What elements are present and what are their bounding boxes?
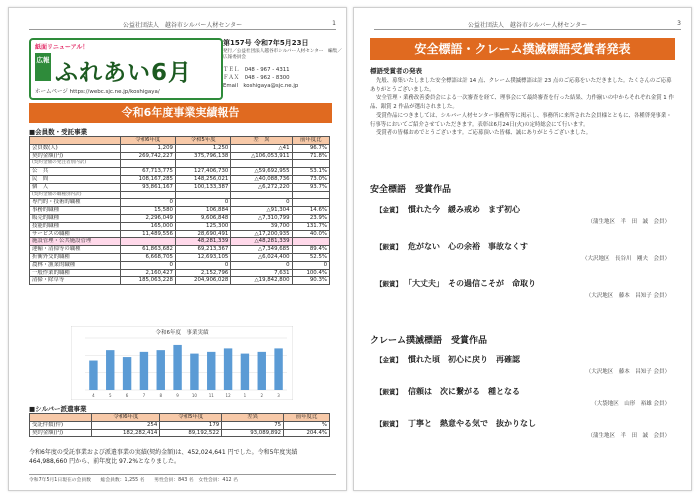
- page-number: 1: [332, 20, 336, 27]
- table-cell: 148,256,021: [175, 175, 230, 183]
- safety-section-title: 安全標語 受賞作品: [370, 185, 452, 195]
- award-author: （大袋地区 山形 裕雄 会員）: [591, 401, 670, 407]
- table-row: [30, 222, 330, 230]
- x-tick-label: 10: [191, 393, 197, 398]
- table-row: [30, 429, 330, 437]
- table-cell: [292, 199, 329, 207]
- award-author: （大沢地区 藤本 昌知子 会員）: [585, 369, 670, 375]
- award-slogan: 危がない 心の余裕 事故なくす: [408, 242, 528, 251]
- claim-section-title: クレーム撲滅標語 受賞作品: [370, 336, 488, 346]
- table-cell: 108,167,285: [120, 175, 175, 183]
- claim-award: [376, 386, 676, 407]
- chart-bar: [157, 350, 165, 390]
- table-cell: [292, 238, 329, 246]
- row-label: 受託件数(件): [30, 421, 92, 429]
- table-cell: 106,884: [175, 207, 230, 215]
- column-header: 令和5年度: [175, 137, 230, 145]
- table-cell: 0: [120, 261, 175, 269]
- fax: ＦＡＸ 048 - 962 - 8300: [223, 75, 290, 81]
- x-tick-label: 9: [176, 393, 179, 398]
- body-paragraph: 安全管理・業務改善委員会による一次審査を経て、理事会にて最終審査を行った結果、力作揃いの中からそれぞれ金賞 1 作品、銀賞 2 作品が選出されました。: [370, 95, 674, 111]
- table-row: [30, 277, 330, 285]
- table-cell: △59,692,955: [231, 168, 292, 176]
- x-tick-label: 12: [225, 393, 231, 398]
- award-tag: 【銀賞】: [376, 388, 402, 396]
- page-header: [29, 20, 336, 30]
- table-row: [30, 230, 330, 238]
- email: Email koshigaya@sjc.ne.jp: [223, 83, 299, 89]
- row-label: 会員数(人): [30, 144, 121, 152]
- table-cell: 14.6%: [292, 207, 329, 215]
- table-cell: 89,192,522: [160, 429, 222, 437]
- award-tag: 【金賞】: [376, 206, 402, 214]
- closing-paragraph: 令和6年度の受託事業および派遣事業の実績(契約金額)は、452,024,641 円でした。令和5年度実績 464,988,660 円から、前年度比 97.2%となりました。: [29, 449, 298, 465]
- row-label: 運輸・清掃等の職種: [30, 246, 121, 254]
- row-label: 施設管理・公共施設管理: [30, 238, 121, 246]
- table-cell: 0: [175, 261, 230, 269]
- table-cell: 69,213,367: [175, 246, 230, 254]
- row-label: 技能的職種: [30, 222, 121, 230]
- header-org: 公益社団法人 越谷市シルバー人材センター: [122, 22, 243, 29]
- row-label: (契約金額の発注者別内訳): [30, 160, 121, 168]
- table-row: [30, 261, 330, 269]
- column-header: [30, 137, 121, 145]
- table-row: [30, 253, 330, 261]
- table-row: [30, 168, 330, 176]
- section-members-title: ■会員数・受託事業: [29, 128, 88, 136]
- x-tick-label: 2: [260, 393, 264, 398]
- column-header: 前年度比: [284, 414, 330, 422]
- row-label: 一般作業的職種: [30, 269, 121, 277]
- kouhou-label: 広報: [35, 53, 51, 81]
- award-tag: 【銀賞】: [376, 420, 402, 428]
- chart-bar: [190, 354, 198, 390]
- row-label: 契約金額(円): [30, 429, 92, 437]
- column-header: 令和6年度: [120, 137, 175, 145]
- table-cell: 100,133,387: [175, 183, 230, 191]
- table-cell: 131.7%: [292, 222, 329, 230]
- x-tick-label: 7: [142, 393, 146, 398]
- column-header: 令和6年度: [92, 414, 160, 422]
- table-row: [30, 199, 330, 207]
- column-header: 差異: [222, 414, 284, 422]
- table-cell: 11,489,556: [120, 230, 175, 238]
- chart-bar: [207, 352, 215, 390]
- award-slogan: 丁寧と 熱意やる気で 抜かりなし: [408, 419, 536, 428]
- chart-title: 令和6年度 事業実績: [155, 330, 209, 336]
- row-label: サービスの職種: [30, 230, 121, 238]
- table-cell: 71.8%: [292, 152, 329, 160]
- chart-bar: [274, 348, 282, 390]
- award-author: （蒲生地区 半 田 誠 会員）: [587, 433, 670, 439]
- table-cell: %: [284, 421, 330, 429]
- table-cell: 0: [120, 199, 175, 207]
- table-cell: △106,053,911: [231, 152, 292, 160]
- table-cell: 0: [292, 261, 329, 269]
- table-cell: [175, 191, 230, 199]
- table-cell: 75: [222, 421, 284, 429]
- award-slogan: 信頼は 次に繋がる 種となる: [408, 387, 520, 396]
- award-slogan: 慣れた今 緩み戒め まず初心: [408, 205, 520, 214]
- table-row: [30, 144, 330, 152]
- claim-award: [376, 354, 676, 375]
- table-cell: 7,631: [231, 269, 292, 277]
- x-tick-label: 5: [108, 393, 112, 398]
- table-cell: △19,842,800: [231, 277, 292, 285]
- table-row: [30, 421, 330, 429]
- table-cell: 165,000: [120, 222, 175, 230]
- table-row: [30, 152, 330, 160]
- table-cell: [120, 238, 175, 246]
- table-cell: 0: [175, 199, 230, 207]
- x-tick-label: 4: [92, 393, 95, 398]
- table-cell: 0: [231, 199, 292, 207]
- chart-area: [71, 326, 293, 400]
- table-cell: [292, 160, 329, 168]
- table-cell: △40,088,736: [231, 175, 292, 183]
- chart-bar: [89, 361, 97, 390]
- bar-chart: [71, 326, 293, 400]
- table-cell: [231, 160, 292, 168]
- row-label: 折衝外交的職種: [30, 253, 121, 261]
- table-cell: 182,282,414: [92, 429, 160, 437]
- row-label: 販売的職種: [30, 214, 121, 222]
- report-title-banner: 令和6年度事業実績報告: [29, 103, 332, 123]
- table-cell: 185,063,228: [120, 277, 175, 285]
- row-label: 事務的職種: [30, 207, 121, 215]
- table-cell: [175, 160, 230, 168]
- table-cell: 61,863,682: [120, 246, 175, 254]
- dispatch-table: [29, 413, 330, 437]
- row-label: 公 共: [30, 168, 121, 176]
- table-cell: 9,606,848: [175, 214, 230, 222]
- issue-number: 第157号 令和7年5月23日: [223, 39, 309, 47]
- table-cell: 39,700: [231, 222, 292, 230]
- table-cell: 52.5%: [292, 253, 329, 261]
- page-number: 3: [677, 20, 681, 27]
- table-row: [30, 238, 330, 246]
- homepage-url: ホームページ https://webc.sjc.ne.jp/koshigaya/: [35, 89, 160, 95]
- table-cell: 15,580: [120, 207, 175, 215]
- column-header: 前年度比: [292, 137, 329, 145]
- table-cell: 204.4%: [284, 429, 330, 437]
- award-tag: 【銀賞】: [376, 243, 402, 251]
- table-cell: 6,668,705: [120, 253, 175, 261]
- table-cell: 23.9%: [292, 214, 329, 222]
- table-cell: 2,152,796: [175, 269, 230, 277]
- chart-bar: [140, 352, 148, 390]
- page-header: [374, 20, 681, 30]
- row-label: 清掃・除草等: [30, 277, 121, 285]
- row-label: 契約金額(円): [30, 152, 121, 160]
- table-cell: △17,200,935: [231, 230, 292, 238]
- table-cell: △91,304: [231, 207, 292, 215]
- award-author: （大沢地区 藤本 昌知子 会員）: [585, 293, 670, 299]
- award-slogan: 慣れた頃 初心に戻り 再確認: [408, 355, 520, 364]
- chart-bar: [123, 357, 131, 390]
- table-cell: [292, 191, 329, 199]
- row-label: (契約金額の職種別内訳): [30, 191, 121, 199]
- chart-bar: [106, 350, 114, 390]
- row-label: 個 人: [30, 183, 121, 191]
- award-author: （大沢地区 長谷川 剛夫 会員）: [581, 256, 670, 262]
- award-slogan: 「大丈夫」 その過信こそが 命取り: [408, 279, 536, 288]
- award-tag: 【銀賞】: [376, 280, 402, 288]
- table-row: [30, 160, 330, 168]
- tel: ＴＥＬ 048 - 967 - 4311: [223, 67, 290, 73]
- table-cell: [120, 191, 175, 199]
- table-row: [30, 175, 330, 183]
- newsletter-page-1: [8, 7, 347, 491]
- table-cell: 125,300: [175, 222, 230, 230]
- table-cell: 48,281,339: [175, 238, 230, 246]
- x-tick-label: 1: [243, 393, 247, 398]
- table-cell: 0: [231, 261, 292, 269]
- newsletter-page-3: [353, 7, 692, 491]
- safety-award: [376, 241, 676, 262]
- award-tag: 【金賞】: [376, 356, 402, 364]
- body-paragraph: 受賞者の皆様おめでとうございます。ご応募頂いた皆様、誠にありがとうございました。: [376, 130, 592, 137]
- table-cell: △48,281,339: [231, 238, 292, 246]
- body-paragraph: 先般、募集いたしました安全標語は計 14 点、クレーム撲滅標語は計 23 点のご応募をいただきました。たくさんのご応募ありがとうございました。: [370, 78, 672, 93]
- table-cell: 67,713,775: [120, 168, 175, 176]
- announcement-heading: 標語受賞者の発表: [370, 67, 422, 75]
- row-label: 農林・漁業的職種: [30, 261, 121, 269]
- header-org: 公益社団法人 越谷市シルバー人材センター: [467, 22, 588, 29]
- publisher: 発行／公益社団法人越谷市シルバー人材センター 編集／広報委員会: [223, 49, 342, 60]
- table-cell: 127,406,730: [175, 168, 230, 176]
- table-cell: 2,296,049: [120, 214, 175, 222]
- table-cell: △41: [231, 144, 292, 152]
- table-cell: △7,349,685: [231, 246, 292, 254]
- table-cell: 93,861,167: [120, 183, 175, 191]
- renewal-label: 紙面リニューアル！: [35, 44, 89, 51]
- footer-membership: 令和7年5月1日現在の会員数 総会員数：1,255 名 男性会員：843 名 女性会員：412 名: [29, 474, 336, 483]
- contact-info: [223, 66, 343, 90]
- chart-bar: [258, 352, 266, 390]
- table-cell: 254: [92, 421, 160, 429]
- masthead: [29, 38, 223, 100]
- table-cell: 204,906,028: [175, 277, 230, 285]
- table-cell: 40.0%: [292, 230, 329, 238]
- table-row: [30, 191, 330, 199]
- table-row: [30, 269, 330, 277]
- award-banner: 安全標語・クレーム撲滅標語受賞者発表: [370, 38, 675, 60]
- table-cell: △6,024,400: [231, 253, 292, 261]
- table-cell: 93.7%: [292, 183, 329, 191]
- table-row: [30, 207, 330, 215]
- table-cell: 12,693,105: [175, 253, 230, 261]
- table-cell: 89.4%: [292, 246, 329, 254]
- column-header: [30, 414, 92, 422]
- members-table: [29, 136, 330, 285]
- chart-bar: [173, 345, 181, 390]
- chart-bar: [241, 354, 249, 390]
- chart-bar: [224, 348, 232, 390]
- table-cell: 53.1%: [292, 168, 329, 176]
- row-label: 専門的・技術的職種: [30, 199, 121, 207]
- safety-award: [376, 204, 676, 225]
- table-cell: △6,272,220: [231, 183, 292, 191]
- x-tick-label: 6: [125, 393, 129, 398]
- table-cell: 28,690,491: [175, 230, 230, 238]
- table-cell: 96.7%: [292, 144, 329, 152]
- table-cell: 73.0%: [292, 175, 329, 183]
- table-cell: 2,160,427: [120, 269, 175, 277]
- table-row: [30, 214, 330, 222]
- table-cell: 1,209: [120, 144, 175, 152]
- table-cell: 375,796,138: [175, 152, 230, 160]
- newsletter-title: ふれあい6月: [55, 60, 193, 86]
- table-cell: 179: [160, 421, 222, 429]
- table-row: [30, 183, 330, 191]
- table-cell: [231, 191, 292, 199]
- table-row: [30, 246, 330, 254]
- column-header: 令和5年度: [160, 414, 222, 422]
- section-dispatch-title: ■シルバー派遣事業: [29, 405, 87, 413]
- claim-award: [376, 418, 676, 439]
- table-cell: [120, 160, 175, 168]
- x-tick-label: 8: [159, 393, 163, 398]
- x-tick-label: 11: [208, 393, 214, 398]
- table-cell: 269,742,227: [120, 152, 175, 160]
- column-header: 差 異: [231, 137, 292, 145]
- body-paragraph: 受賞作品につきましては、シルバー人材センター事務所等に掲示し、事務所に来所された会員様とともに、各種啓発事業・行事等においてご紹介させていただきます。表彰は6月24日(火)の定時総会にて行います。: [370, 112, 672, 128]
- table-cell: △7,310,799: [231, 214, 292, 222]
- table-cell: 1,250: [175, 144, 230, 152]
- safety-award: [376, 278, 676, 299]
- table-cell: 90.3%: [292, 277, 329, 285]
- row-label: 民 間: [30, 175, 121, 183]
- x-tick-label: 3: [277, 393, 280, 398]
- table-cell: 100.4%: [292, 269, 329, 277]
- table-cell: 93,089,892: [222, 429, 284, 437]
- award-author: （蒲生地区 半 田 誠 会員）: [587, 219, 670, 225]
- announcement-body: [370, 77, 675, 138]
